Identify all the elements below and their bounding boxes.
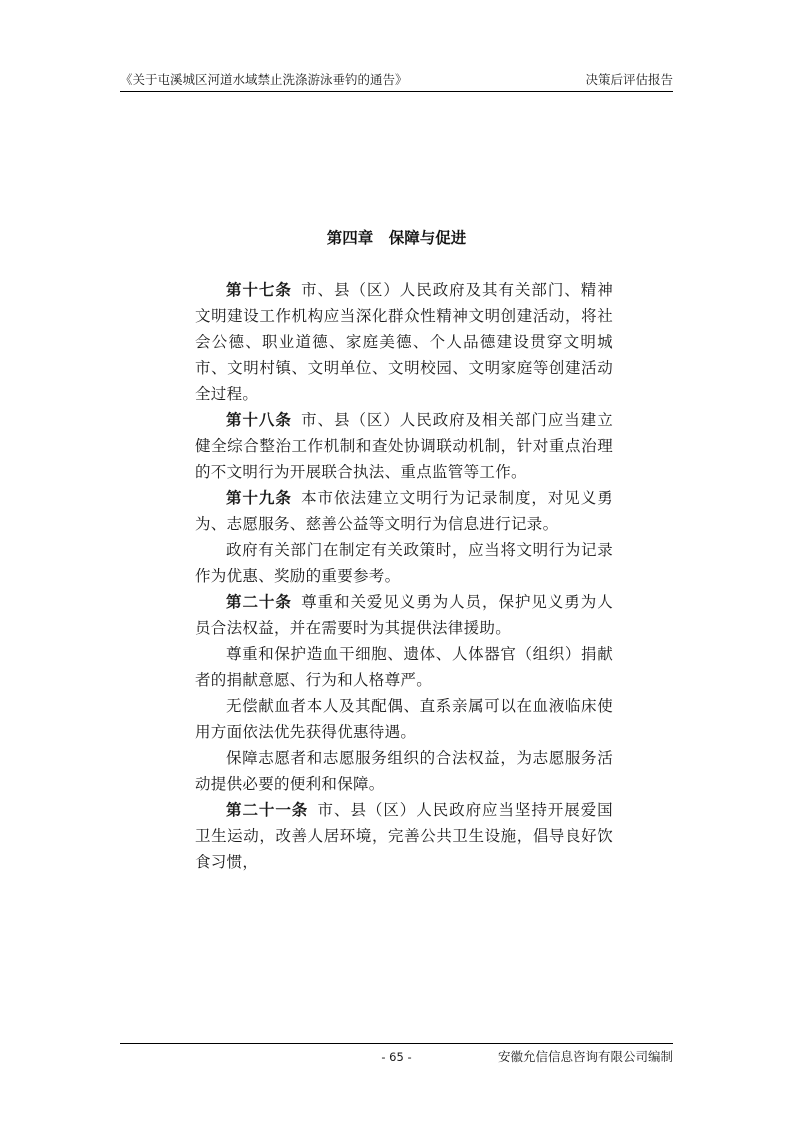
paragraph-text: 尊重和保护造血干细胞、遗体、人体器官（组织）捐献者的捐献意愿、行为和人格尊严。: [195, 645, 613, 689]
paragraph-text: 保障志愿者和志愿服务组织的合法权益，为志愿服务活动提供必要的便利和保障。: [195, 749, 613, 793]
paragraph-text: 市、县（区）人民政府及其有关部门、精神文明建设工作机构应当深化群众性精神文明创建活动，将社会公德、职业道德、家庭美德、个人品德建设贯穿文明城市、文明村镇、文明单位、文明校园、文明家庭等创建活动全过程。: [195, 281, 614, 403]
paragraph-17: [195, 277, 613, 407]
paragraph-20: [195, 589, 613, 641]
paragraph-text: 本市依法建立文明行为记录制度，对见义勇为、志愿服务、慈善公益等文明行为信息进行记录。: [195, 489, 614, 533]
article-number: 第十九条: [226, 489, 292, 507]
article-number: 第十八条: [226, 411, 292, 429]
footer-organization: 安徽允信信息咨询有限公司编制: [497, 1049, 673, 1064]
header-report-name: 决策后评估报告: [585, 72, 673, 87]
article-number: 第二十一条: [226, 801, 309, 819]
page-number: - 65 -: [381, 1050, 412, 1064]
paragraph-19: [195, 485, 613, 537]
paragraph-19-2: [195, 537, 613, 589]
page-header: [120, 71, 673, 92]
article-number: 第十七条: [226, 281, 292, 299]
paragraph-text: 尊重和关爱见义勇为人员，保护见义勇为人员合法权益，并在需要时为其提供法律援助。: [195, 593, 614, 637]
paragraph-20-3: [195, 693, 613, 745]
header-document-title: 《关于屯溪城区河道水域禁止洗涤游泳垂钓的通告》: [120, 72, 408, 87]
paragraph-20-4: [195, 745, 613, 797]
paragraph-text: 无偿献血者本人及其配偶、直系亲属可以在血液临床使用方面依法优先获得优惠待遇。: [195, 697, 613, 741]
paragraph-text: 政府有关部门在制定有关政策时，应当将文明行为记录作为优惠、奖励的重要参考。: [195, 541, 613, 585]
paragraph-text: 市、县（区）人民政府及相关部门应当建立健全综合整治工作机制和查处协调联动机制，针对重点治理的不文明行为开展联合执法、重点监管等工作。: [195, 411, 614, 481]
paragraph-21: [195, 797, 613, 875]
paragraph-text: 市、县（区）人民政府应当坚持开展爱国卫生运动，改善人居环境，完善公共卫生设施，倡导良好饮食习惯，: [195, 801, 613, 871]
page-footer: [120, 1043, 673, 1070]
paragraph-18: [195, 407, 613, 485]
paragraph-20-2: [195, 641, 613, 693]
body-text: [195, 277, 613, 875]
article-number: 第二十条: [226, 593, 292, 611]
chapter-title: 第四章 保障与促进: [326, 229, 467, 247]
